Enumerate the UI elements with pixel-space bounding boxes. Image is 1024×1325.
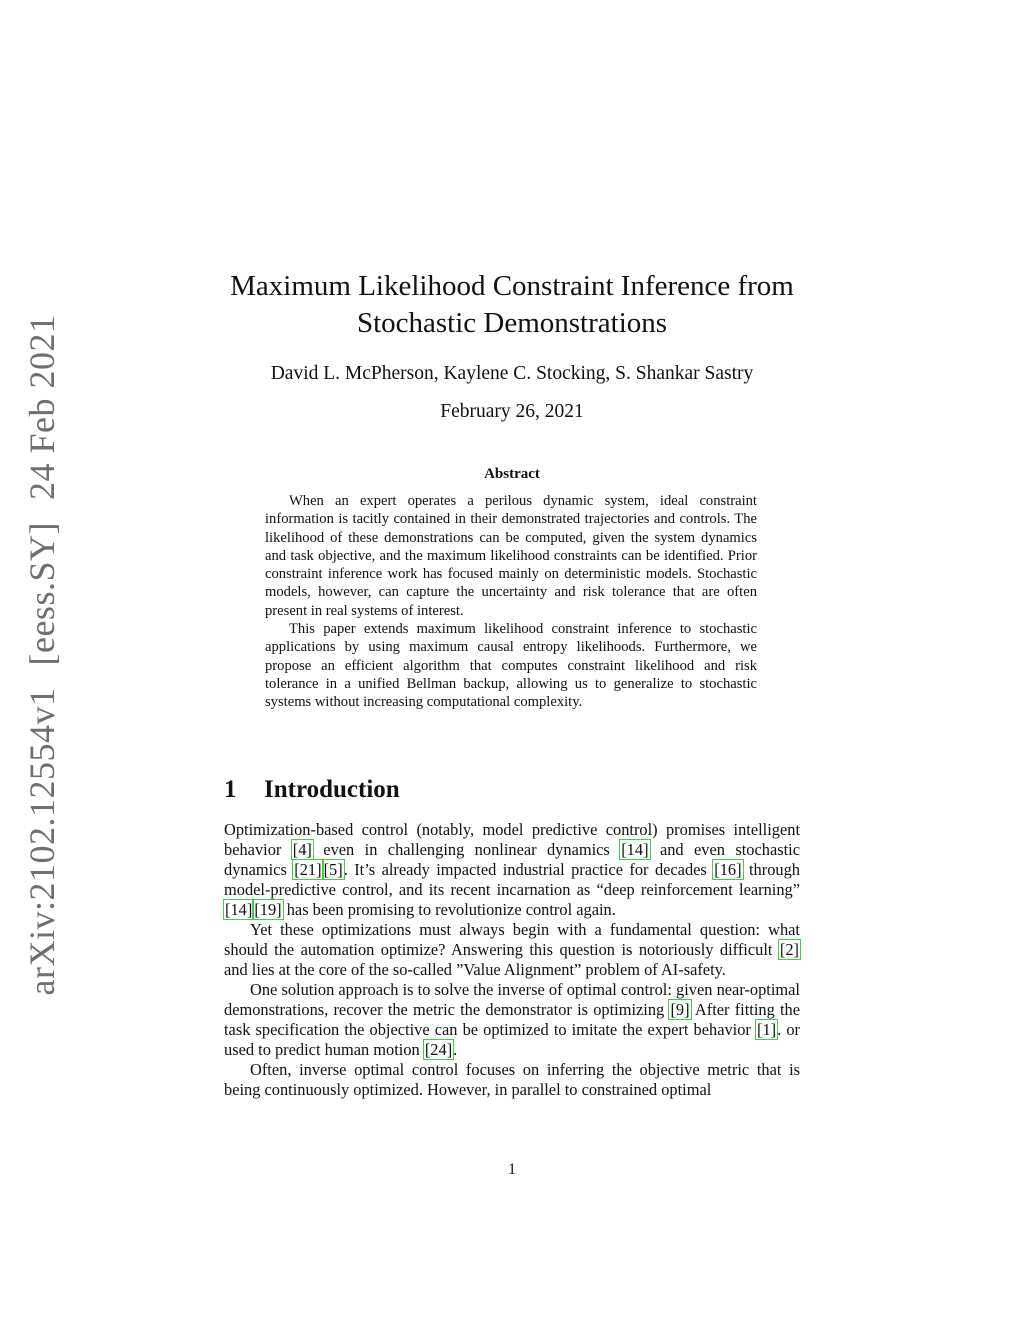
- text-run: Optimization-based control (notably, model predictive control) promises intelligent behavior: [224, 820, 800, 859]
- citation-link[interactable]: [24]: [424, 1040, 453, 1059]
- citation-link[interactable]: [16]: [714, 860, 742, 879]
- citation-link[interactable]: [14]: [225, 900, 253, 919]
- section-number: 1: [224, 776, 237, 803]
- text-run: has been promising to revolutionize control again.: [282, 900, 616, 919]
- text-run: even in challenging nonlinear dynamics: [312, 840, 621, 859]
- arxiv-id: arXiv:2102.12554v1: [22, 687, 62, 996]
- citation-link[interactable]: [4]: [292, 840, 312, 859]
- text-run: Often, inverse optimal control focuses on inferring the objective metric that is being continuously optimized. However, in parallel to constrained optimal: [224, 1060, 800, 1099]
- paper-title: [212, 268, 812, 342]
- citation-link[interactable]: [9]: [670, 1000, 690, 1019]
- section-title: Introduction: [264, 776, 400, 803]
- publication-date: February 26, 2021: [440, 401, 584, 422]
- citation-link[interactable]: [19]: [254, 900, 282, 919]
- section-heading: [224, 776, 400, 804]
- title-line-2: Stochastic Demonstrations: [356, 307, 668, 339]
- citation-link[interactable]: [14]: [621, 840, 649, 859]
- citation-link[interactable]: [1]: [757, 1020, 777, 1039]
- body-paragraph-1: [224, 820, 800, 920]
- text-run: . It’s already impacted industrial practice for decades: [343, 860, 714, 879]
- body-paragraph-4: [224, 1060, 800, 1100]
- abstract-heading: Abstract: [484, 466, 540, 482]
- title-line-1: Maximum Likelihood Constraint Inference from: [230, 270, 794, 302]
- body-paragraph-3: [224, 980, 800, 1060]
- text-run: . or used to predict human motion: [224, 1020, 800, 1059]
- text-run: One solution approach is to solve the inverse of optimal control: given near-optimal demonstrations, recover the metric the demonstrator is optimizing: [224, 980, 800, 1019]
- abstract-body: [265, 492, 757, 712]
- body-paragraph-2: [224, 920, 800, 980]
- arxiv-date: 24 Feb 2021: [22, 314, 62, 501]
- text-run: After fitting the task specification the objective can be optimized to imitate the expert behavior: [224, 1000, 801, 1039]
- arxiv-category: [eess.SY]: [22, 522, 62, 666]
- text-run: and even stochastic dynamics: [224, 840, 800, 879]
- text-run: through model-predictive control, and its recent incarnation as “deep reinforcement learning”: [224, 860, 800, 899]
- citation-link[interactable]: [2]: [779, 940, 799, 959]
- text-run: and lies at the core of the so-called ”Value Alignment” problem of AI-safety.: [224, 960, 726, 979]
- text-run: .: [453, 1040, 458, 1059]
- citation-link[interactable]: [21]: [294, 860, 322, 879]
- page-number: 1: [508, 1161, 516, 1178]
- abstract-paragraph-2: This paper extends maximum likelihood constraint inference to stochastic applications by using maximum causal entropy likelihoods. Furthermore, we propose an efficient algorithm that computes constraint likelihood and risk tolerance in a unified Bellman backup, allowing us to generalize to stochastic systems without increasing computational complexity.: [265, 621, 757, 711]
- text-run: Yet these optimizations must always begin with a fundamental question: what should the automation optimize? Answering this question is notoriously difficult: [224, 920, 800, 959]
- arxiv-stamp: [21, 315, 63, 996]
- body-text: [224, 820, 800, 1100]
- authors: David L. McPherson, Kaylene C. Stocking, S. Shankar Sastry: [270, 363, 754, 384]
- citation-link[interactable]: [5]: [323, 860, 343, 879]
- abstract-paragraph-1: When an expert operates a perilous dynamic system, ideal constraint information is tacitly contained in their demonstrated trajectories and controls. The likelihood of these demonstrations can be computed, given the system dynamics and task objective, and the maximum likelihood constraints can be identified. Prior constraint inference work has focused mainly on deterministic models. Stochastic models, however, can capture the uncertainty and risk tolerance that are often present in real systems of interest.: [265, 493, 757, 619]
